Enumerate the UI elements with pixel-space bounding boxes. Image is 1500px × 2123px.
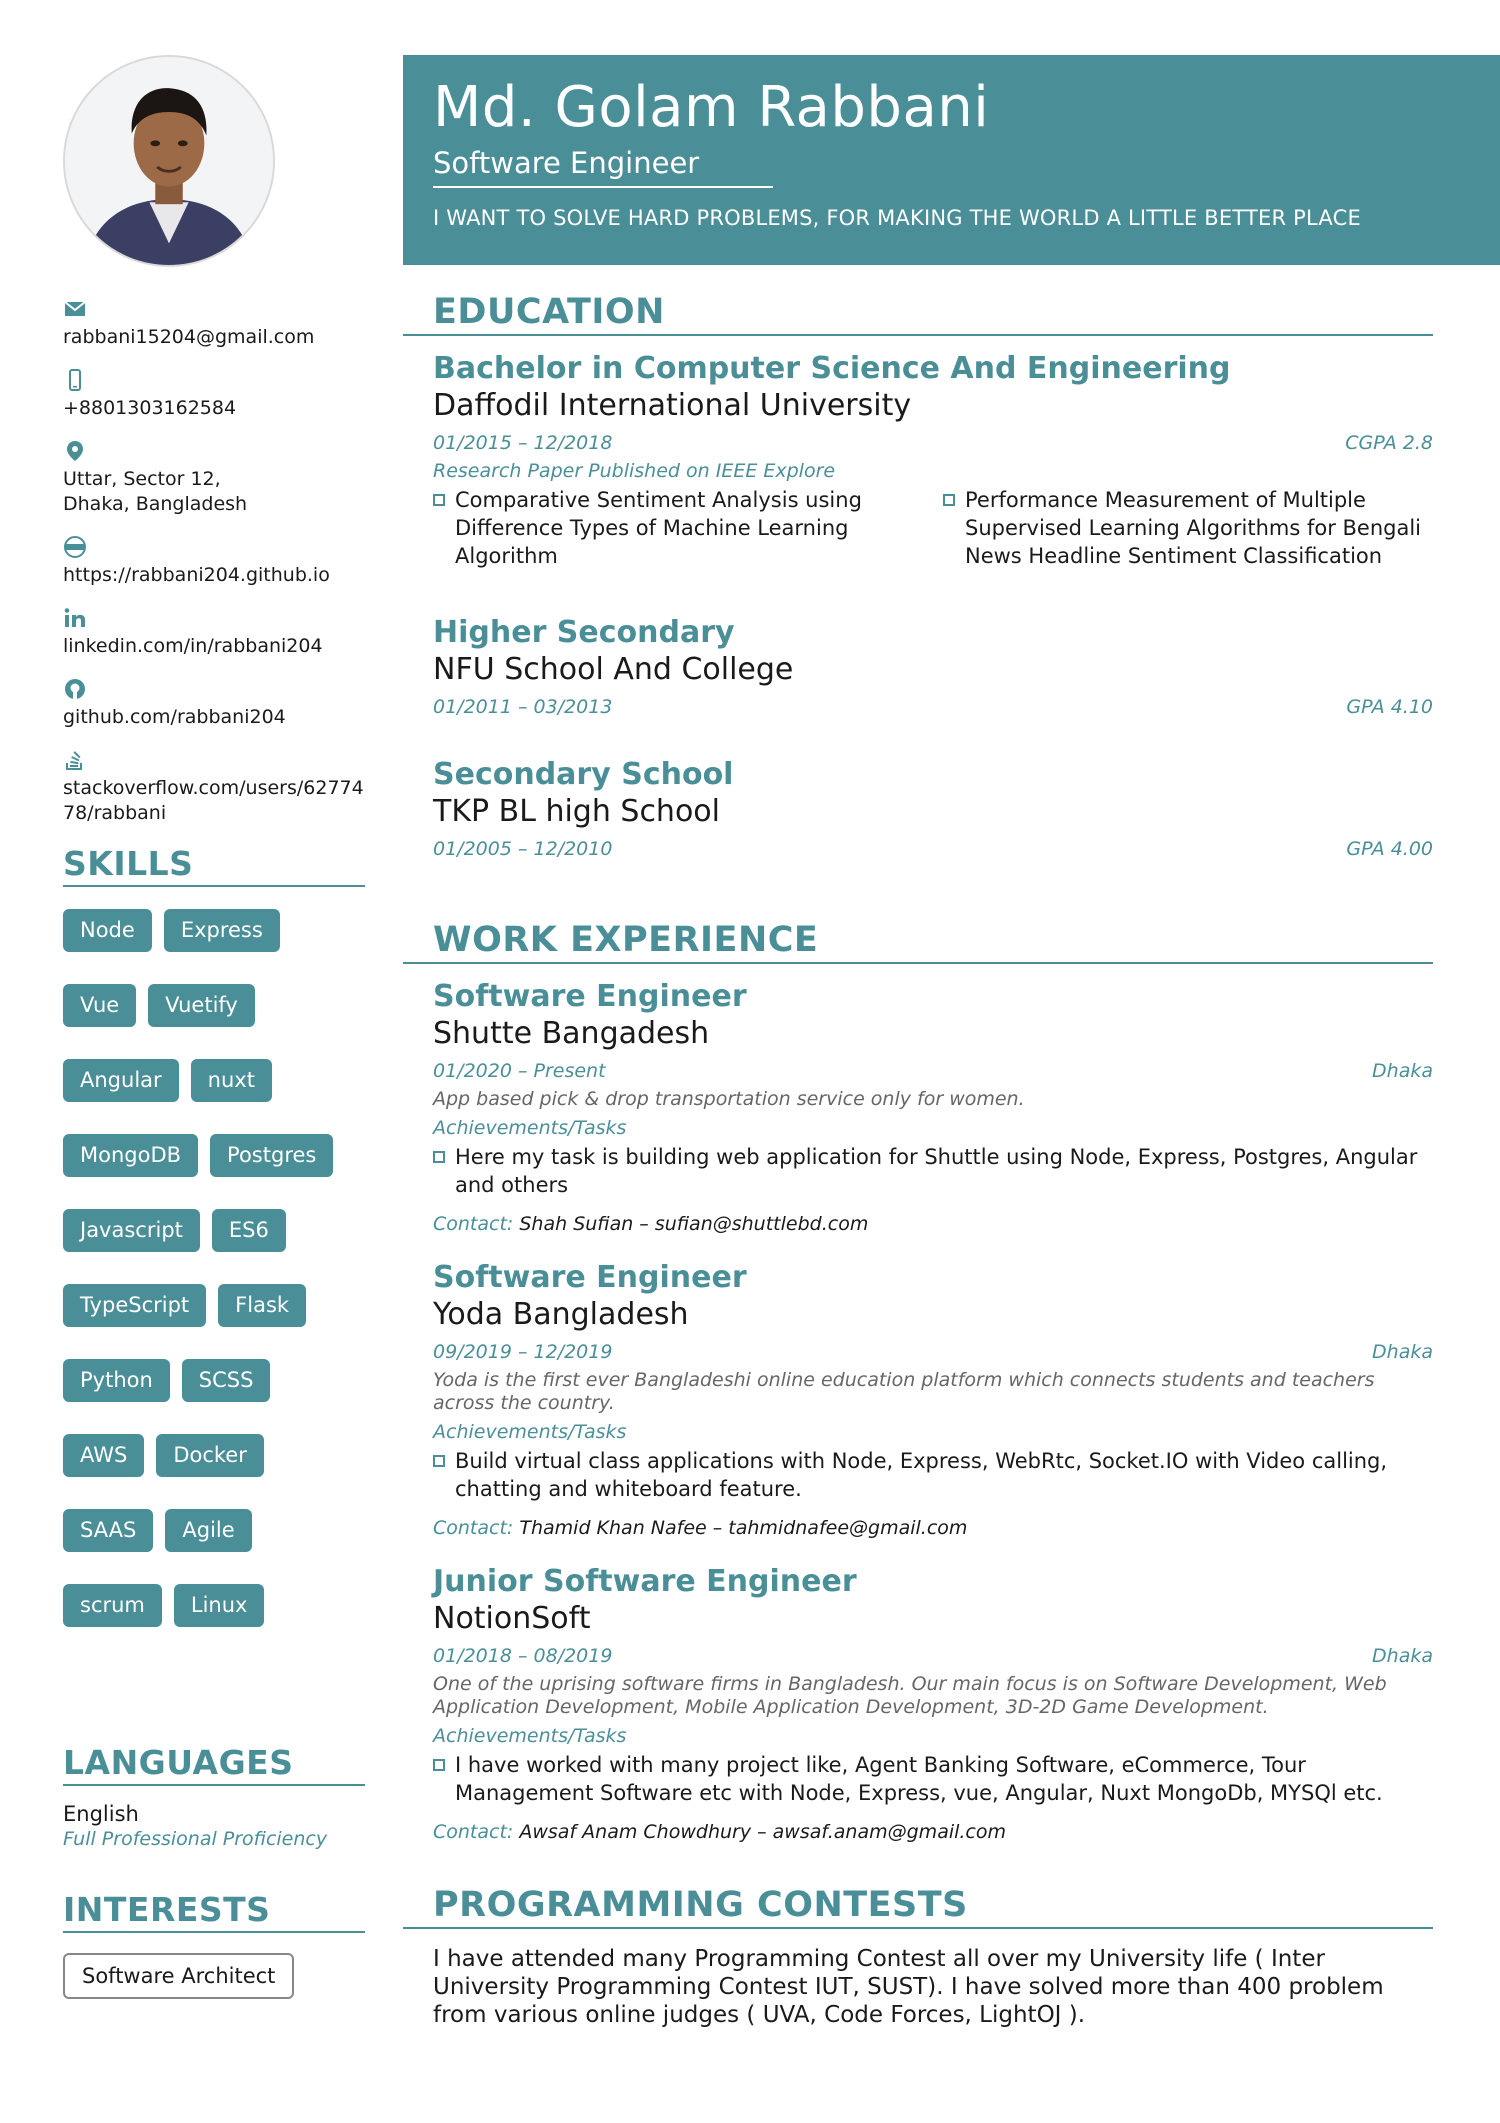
contests-heading: PROGRAMMING CONTESTS	[403, 1883, 1433, 1929]
education-meta	[433, 432, 1433, 454]
work-meta	[433, 1060, 1433, 1082]
tasks-label: Achievements/Tasks	[433, 1421, 627, 1443]
skill-tag: Flask	[218, 1284, 306, 1327]
skill-tag: Vue	[63, 984, 136, 1027]
location-pin-icon	[63, 439, 89, 465]
skill-grid	[63, 909, 365, 1659]
skill-tag: Agile	[165, 1509, 251, 1552]
role-title: Software Engineer	[433, 1260, 747, 1295]
work-section	[403, 918, 1433, 1843]
role-title: Junior Software Engineer	[433, 1564, 857, 1599]
skill-tag: scrum	[63, 1584, 162, 1627]
company-description: App based pick & drop transportation service only for women.	[433, 1088, 1025, 1110]
contact-phone[interactable]	[63, 368, 365, 421]
work-dates: 01/2018 – 08/2019	[433, 1645, 613, 1667]
reference-contact	[433, 1821, 1433, 1843]
reference-contact	[433, 1517, 1433, 1539]
skill-row	[63, 909, 365, 952]
skill-tag: AWS	[63, 1434, 144, 1477]
task-item: Here my task is building web application for Shuttle using Node, Express, Postgres, Angular and others	[433, 1143, 1433, 1199]
education-heading: EDUCATION	[403, 290, 1433, 336]
school-name: TKP BL high School	[433, 794, 720, 829]
company-name: Shutte Bangadesh	[433, 1016, 710, 1051]
skill-row	[63, 1434, 365, 1477]
contests-section	[403, 1883, 1433, 2029]
paper-column	[943, 486, 1433, 570]
profile-photo	[63, 55, 275, 267]
skill-tag: Angular	[63, 1059, 179, 1102]
mobile-phone-icon	[63, 368, 89, 394]
skill-row	[63, 1584, 365, 1627]
education-meta	[433, 838, 1433, 860]
skill-tag: Linux	[174, 1584, 265, 1627]
github-link[interactable]: github.com/rabbani204	[63, 706, 286, 728]
education-dates: 01/2005 – 12/2010	[433, 838, 613, 860]
contact-label: Contact:	[433, 1517, 514, 1539]
contact-value: Awsaf Anam Chowdhury – awsaf.anam@gmail.com	[519, 1821, 1007, 1843]
education-dates: 01/2015 – 12/2018	[433, 432, 613, 454]
work-dates: 01/2020 – Present	[433, 1060, 606, 1082]
resume-header	[403, 55, 1500, 265]
skill-tag: Express	[164, 909, 280, 952]
skill-tag: SCSS	[182, 1359, 271, 1402]
role-title: Software Engineer	[433, 979, 747, 1014]
education-entry	[403, 756, 1433, 860]
contact-value: Thamid Khan Nafee – tahmidnafee@gmail.com	[519, 1517, 968, 1539]
website-link[interactable]: https://rabbani204.github.io	[63, 564, 330, 586]
school-name: Daffodil International University	[433, 388, 912, 423]
task-list	[433, 1751, 1433, 1807]
school-name: NFU School And College	[433, 652, 794, 687]
interests-section	[63, 1890, 365, 1999]
work-meta	[433, 1645, 1433, 1667]
skill-row	[63, 1209, 365, 1252]
degree-title: Bachelor in Computer Science And Engineering	[433, 351, 1231, 386]
task-item: Build virtual class applications with Node, Express, WebRtc, Socket.IO with Video calling, chatting and whiteboard feature.	[433, 1447, 1433, 1503]
skill-tag: Node	[63, 909, 152, 952]
stackoverflow-link[interactable]: stackoverflow.com/users/6277478/rabbani	[63, 777, 364, 824]
work-dates: 09/2019 – 12/2019	[433, 1341, 613, 1363]
education-dates: 01/2011 – 03/2013	[433, 696, 613, 718]
skills-section	[63, 844, 365, 1659]
contact-address	[63, 439, 365, 517]
interest-tag: Software Architect	[63, 1953, 294, 1999]
task-item: I have worked with many project like, Agent Banking Software, eCommerce, Tour Management Software etc with Node, Express, vue, Angular, Nuxt MongoDb, MYSQl etc.	[433, 1751, 1433, 1807]
contact-github[interactable]	[63, 677, 365, 730]
languages-section	[63, 1743, 365, 1850]
stackoverflow-icon	[63, 748, 89, 774]
github-icon	[63, 677, 89, 703]
skill-tag: SAAS	[63, 1509, 153, 1552]
job-title: Software Engineer	[433, 145, 773, 188]
degree-title: Higher Secondary	[433, 615, 735, 650]
skill-tag: TypeScript	[63, 1284, 206, 1327]
address-text: Uttar, Sector 12, Dhaka, Bangladesh	[63, 468, 248, 515]
skill-row	[63, 1284, 365, 1327]
work-location: Dhaka	[1372, 1341, 1433, 1363]
education-meta	[433, 696, 1433, 718]
contact-email[interactable]	[63, 297, 365, 350]
skill-row	[63, 1359, 365, 1402]
reference-contact	[433, 1213, 1433, 1235]
papers-list	[433, 482, 1433, 570]
tasks-label: Achievements/Tasks	[433, 1725, 627, 1747]
degree-title: Secondary School	[433, 757, 734, 792]
company-description: One of the uprising software firms in Bangladesh. Our main focus is on Software Development, Web Application Development, Mobile Application Development, 3D-2D Game Development.	[433, 1673, 1387, 1718]
phone-text: +8801303162584	[63, 397, 237, 419]
skill-row	[63, 1509, 365, 1552]
work-entry	[403, 1259, 1433, 1539]
work-entry	[403, 978, 1433, 1235]
task-list	[433, 1143, 1433, 1199]
paper-column	[433, 486, 923, 570]
work-location: Dhaka	[1372, 1060, 1433, 1082]
education-section	[403, 290, 1433, 860]
skills-heading: SKILLS	[63, 844, 365, 887]
education-entry	[403, 350, 1433, 570]
skill-tag: MongoDB	[63, 1134, 198, 1177]
skill-tag: Python	[63, 1359, 170, 1402]
tasks-label: Achievements/Tasks	[433, 1117, 627, 1139]
skill-tag: Docker	[156, 1434, 264, 1477]
research-note: Research Paper Published on IEEE Explore	[433, 460, 836, 482]
work-location: Dhaka	[1372, 1645, 1433, 1667]
linkedin-link[interactable]: linkedin.com/in/rabbani204	[63, 635, 323, 657]
contact-list	[63, 297, 365, 826]
skill-tag: ES6	[212, 1209, 286, 1252]
contact-website[interactable]	[63, 535, 365, 588]
contact-value: Shah Sufian – sufian@shuttlebd.com	[519, 1213, 869, 1235]
interests-heading: INTERESTS	[63, 1890, 365, 1933]
paper-item: Performance Measurement of Multiple Supervised Learning Algorithms for Bengali News Headline Sentiment Classification	[943, 486, 1433, 570]
skill-tag: nuxt	[191, 1059, 272, 1102]
skill-row	[63, 984, 365, 1027]
language-level: Full Professional Proficiency	[63, 1828, 328, 1850]
main-content	[403, 290, 1433, 2029]
work-meta	[433, 1341, 1433, 1363]
languages-heading: LANGUAGES	[63, 1743, 365, 1786]
education-grade: CGPA 2.8	[1345, 432, 1433, 454]
language-name: English	[63, 1802, 139, 1826]
sidebar	[63, 55, 365, 1999]
globe-icon	[63, 535, 89, 561]
profile-photo-illustration	[65, 57, 273, 265]
paper-item: Comparative Sentiment Analysis using Difference Types of Machine Learning Algorithm	[433, 486, 923, 570]
linkedin-icon	[63, 606, 89, 632]
email-text: rabbani15204@gmail.com	[63, 326, 315, 348]
full-name: Md. Golam Rabbani	[433, 75, 990, 140]
contests-text: I have attended many Programming Contest all over my University life ( Inter University Programming Contest IUT, SUST). I have solved more than 400 problem from various online judges ( UVA, Code Forces, LightOJ ).	[433, 1946, 1384, 2028]
company-description: Yoda is the first ever Bangladeshi online education platform which connects students and teachers across the country.	[433, 1369, 1375, 1414]
work-heading: WORK EXPERIENCE	[403, 918, 1433, 964]
education-grade: GPA 4.00	[1346, 838, 1433, 860]
work-entry	[403, 1563, 1433, 1843]
tagline: I WANT TO SOLVE HARD PROBLEMS, FOR MAKING THE WORLD A LITTLE BETTER PLACE	[433, 206, 1361, 230]
skill-tag: Javascript	[63, 1209, 200, 1252]
skill-tag: Postgres	[210, 1134, 333, 1177]
company-name: NotionSoft	[433, 1601, 591, 1636]
contact-stackoverflow[interactable]	[63, 748, 365, 826]
education-grade: GPA 4.10	[1346, 696, 1433, 718]
skill-row	[63, 1059, 365, 1102]
task-list	[433, 1447, 1433, 1503]
contact-label: Contact:	[433, 1821, 514, 1843]
envelope-icon	[63, 297, 89, 323]
skill-tag: Vuetify	[148, 984, 255, 1027]
education-entry	[403, 614, 1433, 718]
contact-label: Contact:	[433, 1213, 514, 1235]
contact-linkedin[interactable]	[63, 606, 365, 659]
company-name: Yoda Bangladesh	[433, 1297, 689, 1332]
skill-row	[63, 1134, 365, 1177]
